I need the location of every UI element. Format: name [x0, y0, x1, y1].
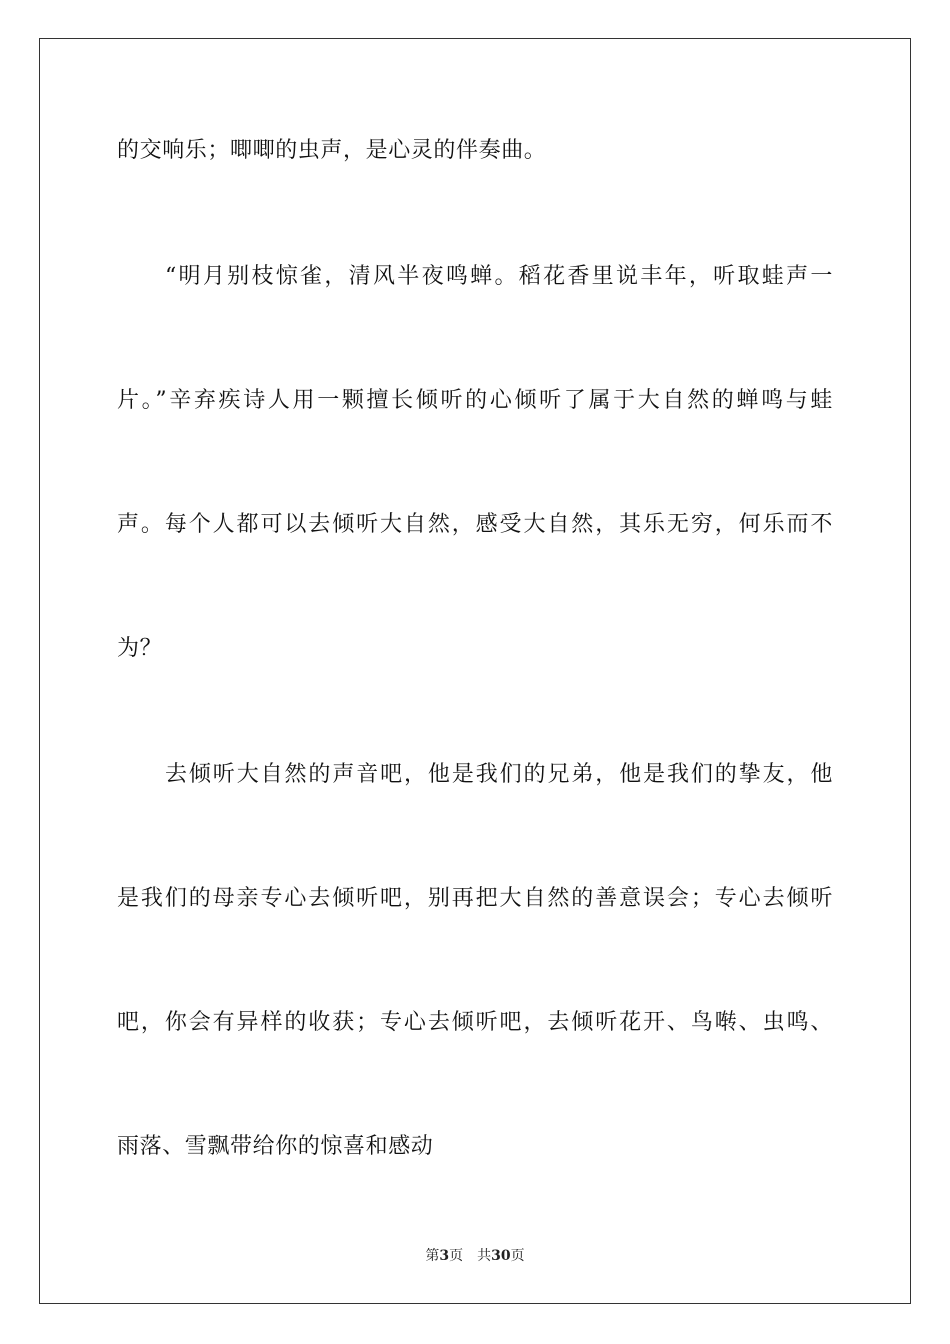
total-pages: 30	[491, 1248, 511, 1264]
total-prefix: 共	[477, 1248, 492, 1264]
page-border	[39, 38, 911, 1304]
text-line-3: 片。”辛弃疾诗人用一颗擅长倾听的心倾听了属于大自然的蝉鸣与蛙	[117, 388, 833, 413]
text-line-8: 吧，你会有异样的收获；专心去倾听吧，去倾听花开、鸟啭、虫鸣、	[117, 1010, 833, 1035]
page-suffix: 页	[449, 1248, 464, 1264]
text-line-2: “明月别枝惊雀，清风半夜鸣蝉。稻花香里说丰年，听取蛙声一	[165, 264, 833, 289]
text-line-6: 去倾听大自然的声音吧，他是我们的兄弟，他是我们的挚友，他	[165, 762, 833, 787]
page-footer	[0, 1246, 950, 1266]
text-line-4: 声。每个人都可以去倾听大自然，感受大自然，其乐无穷，何乐而不	[117, 512, 833, 537]
text-line-5: 为？	[117, 636, 163, 661]
page-number: 3	[439, 1248, 450, 1264]
text-line-9: 雨落、雪飘带给你的惊喜和感动	[117, 1134, 434, 1159]
text-line-1: 的交响乐；唧唧的虫声，是心灵的伴奏曲。	[117, 138, 547, 163]
page-prefix: 第	[425, 1248, 440, 1264]
text-line-7: 是我们的母亲专心去倾听吧，别再把大自然的善意误会；专心去倾听	[117, 886, 833, 911]
total-suffix: 页	[510, 1248, 525, 1264]
